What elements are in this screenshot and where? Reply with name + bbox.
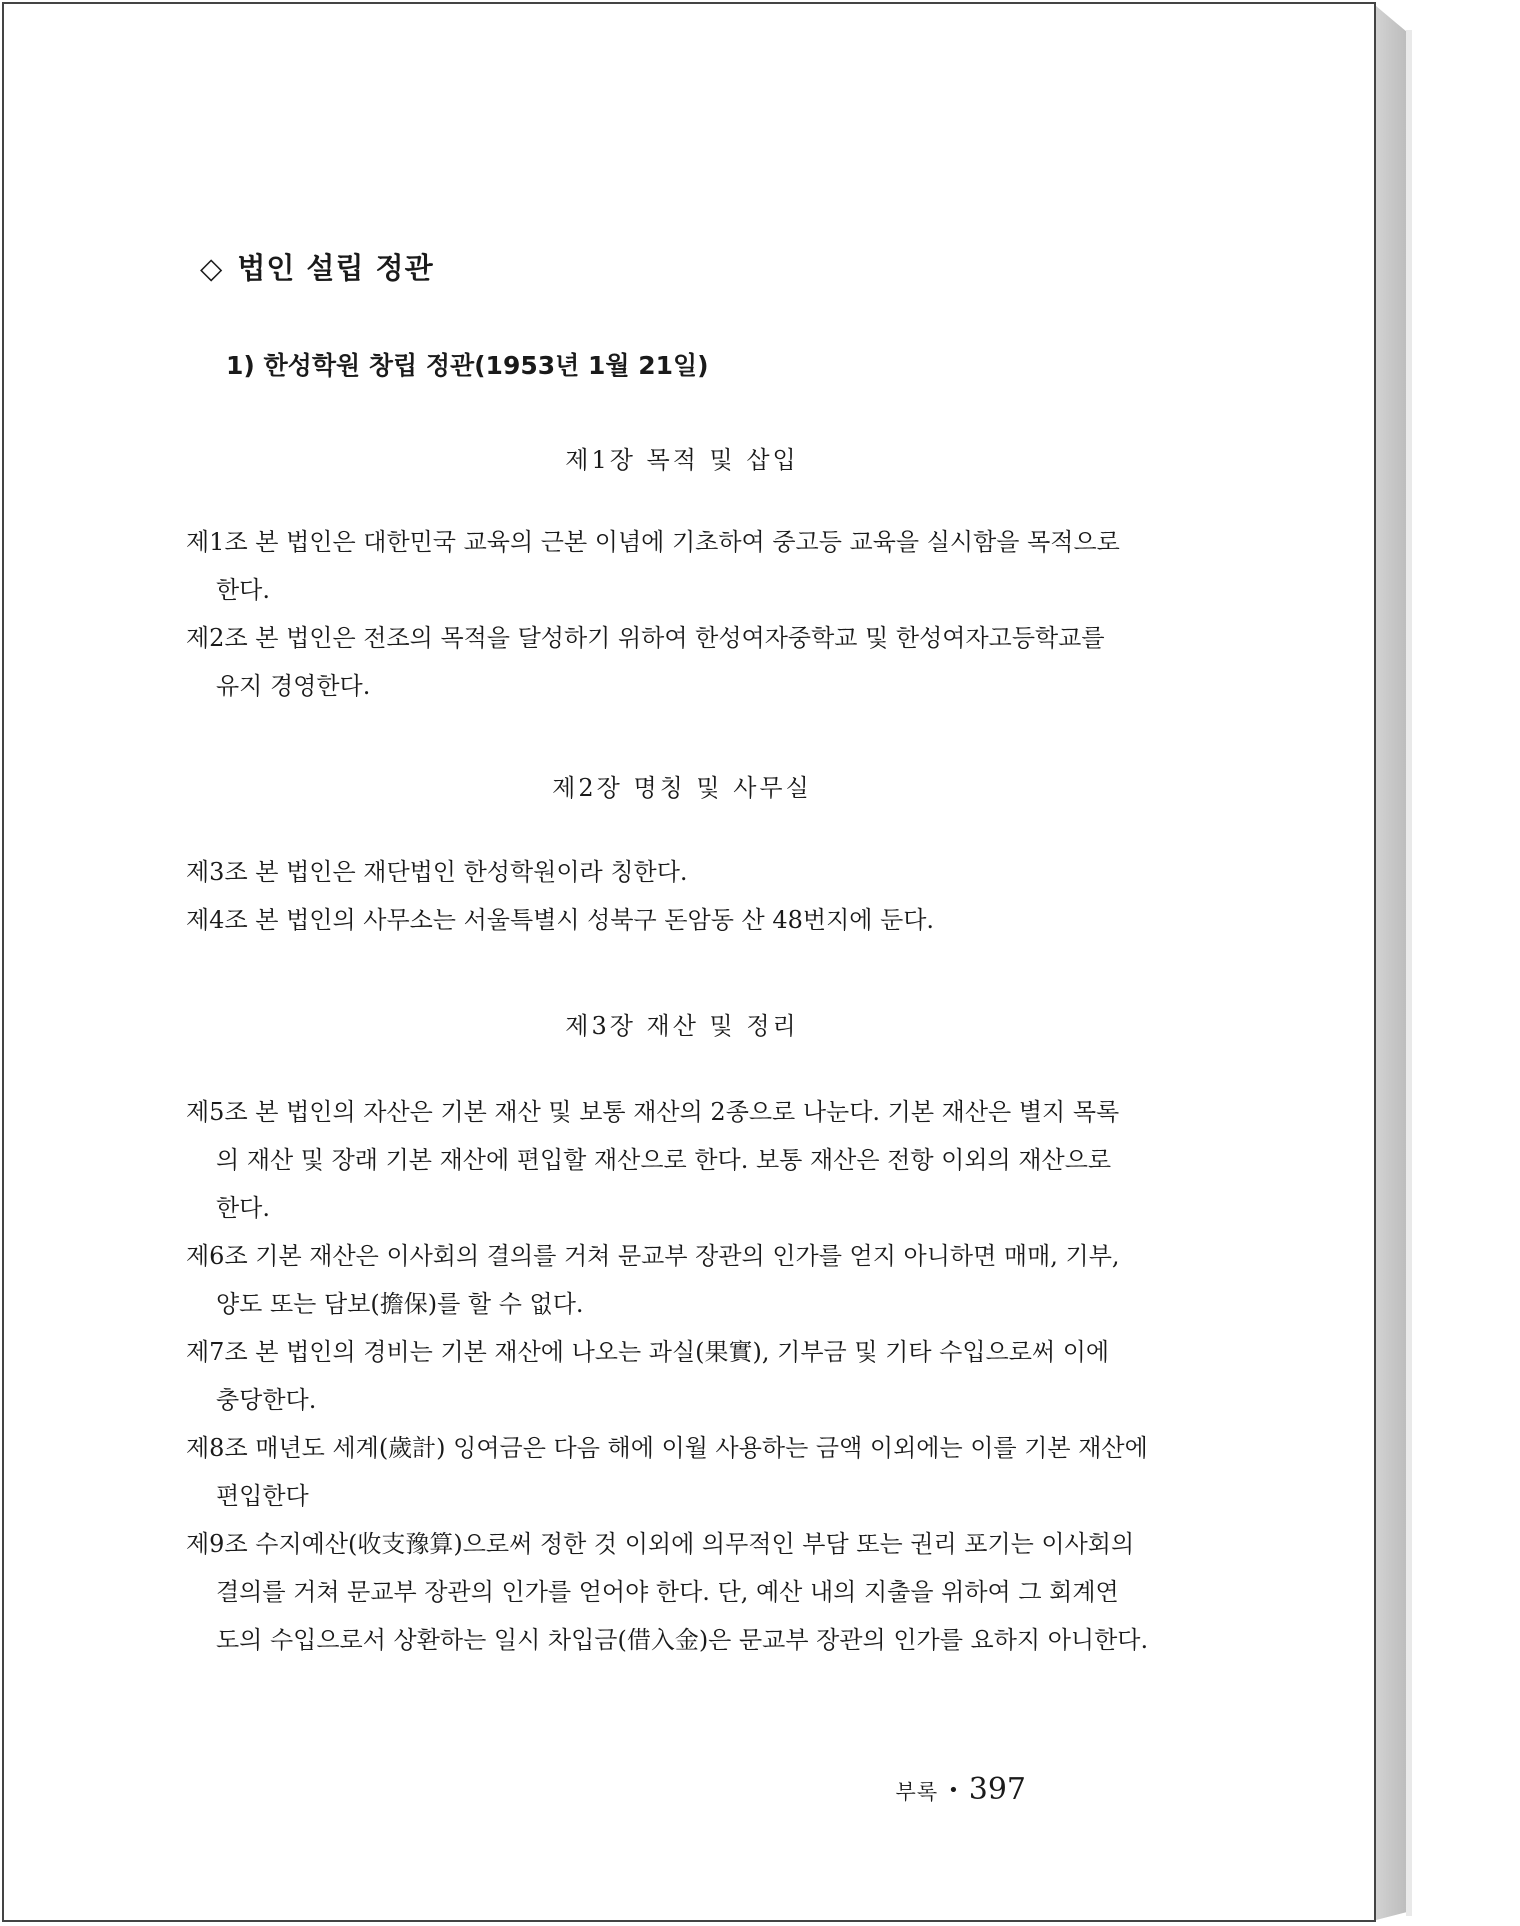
article: [186, 1328, 1178, 1424]
article-line: 제2조 본 법인은 전조의 목적을 달성하기 위하여 한성여자중학교 및 한성여자고등학교를: [186, 624, 1105, 652]
article: [186, 614, 1178, 710]
article: [186, 1088, 1178, 1232]
footer-label: 부록: [895, 1780, 939, 1804]
article-line: 충당한다.: [216, 1386, 317, 1414]
article: [186, 1520, 1178, 1664]
section-heading-text: 법인 설립 정관: [237, 251, 434, 285]
article-line: 제4조 본 법인의 사무소는 서울특별시 성북구 돈암동 산 48번지에 둔다.: [186, 906, 935, 934]
chapter-title: 제1장 목적 및 삽입: [565, 446, 799, 474]
article-line: 제5조 본 법인의 자산은 기본 재산 및 보통 재산의 2종으로 나눈다. 기본 재산은 별지 목록: [186, 1098, 1120, 1126]
section-heading: [200, 246, 434, 287]
article-line: 제6조 기본 재산은 이사회의 결의를 거쳐 문교부 장관의 인가를 얻지 아니하면 매매, 기부,: [186, 1242, 1120, 1270]
article: [186, 1232, 1178, 1328]
article-line: 제3조 본 법인은 재단법인 한성학원이라 칭한다.: [186, 858, 688, 886]
article-line: 편입한다: [216, 1482, 309, 1510]
article-line: 양도 또는 담보(擔保)를 할 수 없다.: [216, 1290, 584, 1318]
chapter-title: 제2장 명칭 및 사무실: [552, 774, 812, 802]
diamond-icon: ◇: [200, 251, 224, 285]
article: [186, 896, 1178, 944]
article-line: 한다.: [216, 576, 270, 604]
page-stack-edge: [1376, 6, 1407, 1920]
article: [186, 518, 1178, 614]
page-shadow: [1406, 30, 1412, 1916]
article: [186, 1424, 1178, 1520]
article-line: 의 재산 및 장래 기본 재산에 편입할 재산으로 한다. 보통 재산은 전항 이외의 재산으로: [216, 1146, 1112, 1174]
article-line: 한다.: [216, 1194, 270, 1222]
article-line: 제1조 본 법인은 대한민국 교육의 근본 이념에 기초하여 중고등 교육을 실시함을 목적으로: [186, 528, 1120, 556]
page-footer: [896, 1772, 1026, 1807]
article: [186, 848, 1178, 896]
chapter-title: 제3장 재산 및 정리: [565, 1012, 799, 1040]
page-number: 397: [968, 1772, 1026, 1807]
article-line: 제8조 매년도 세계(歲計) 잉여금은 다음 해에 이월 사용하는 금액 이외에는 이를 기본 재산에: [186, 1434, 1148, 1462]
article-line: 제9조 수지예산(收支豫算)으로써 정한 것 이외에 의무적인 부담 또는 권리 포기는 이사회의: [186, 1530, 1135, 1558]
article-line: 결의를 거쳐 문교부 장관의 인가를 얻어야 한다. 단, 예산 내의 지출을 위하여 그 회계연: [216, 1578, 1119, 1606]
document-page: [2, 2, 1376, 1922]
article-line: 유지 경영한다.: [216, 672, 371, 700]
article-line: 도의 수입으로서 상환하는 일시 차입금(借入金)은 문교부 장관의 인가를 요하지 아니한다.: [216, 1626, 1149, 1654]
article-line: 제7조 본 법인의 경비는 기본 재산에 나오는 과실(果實), 기부금 및 기타 수입으로써 이에: [186, 1338, 1110, 1366]
sub-heading: 1) 한성학원 창립 정관(1953년 1월 21일): [226, 351, 709, 380]
bullet-icon: •: [948, 1780, 959, 1801]
